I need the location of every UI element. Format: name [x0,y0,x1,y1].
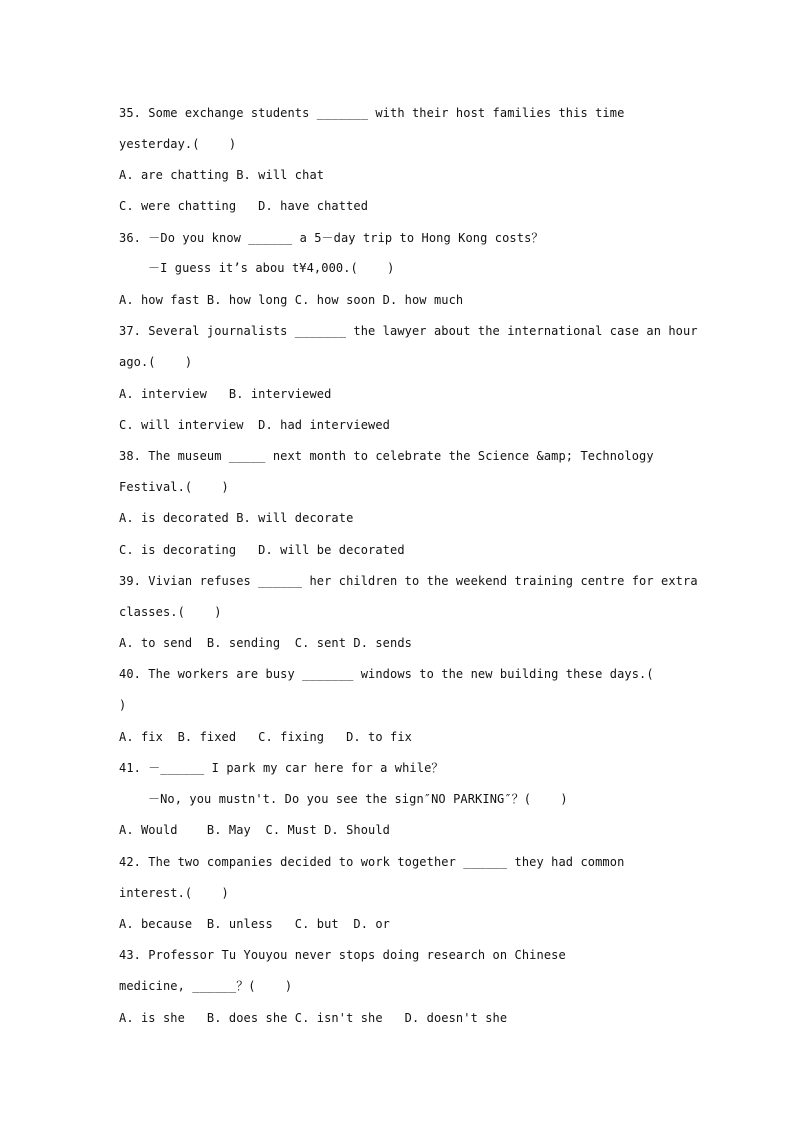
question-35-stem-cont: yesterday.( ) [119,137,237,151]
question-40-options: A. fix B. fixed C. fixing D. to fix [119,730,412,744]
question-38-options-ab: A. is decorated B. will decorate [119,511,354,525]
question-42-options: A. because B. unless C. but D. or [119,917,391,931]
question-42-stem: 42. The two companies decided to work together ______ they had common [119,855,625,869]
question-37-options-ab: A. interview B. interviewed [119,387,332,401]
question-39-stem: 39. Vivian refuses ______ her children to the weekend training centre for extra [119,574,698,588]
question-41-reply: －No, you mustn't. Do you see the sign″NO PARKING″？( ) [148,792,568,806]
question-38-stem: 38. The museum _____ next month to celebrate the Science &amp; Technology [119,449,654,463]
question-35-options-cd: C. were chatting D. have chatted [119,199,369,213]
question-43-stem: 43. Professor Tu Youyou never stops doing research on Chinese [119,948,566,962]
question-35-stem: 35. Some exchange students _______ with their host families this time [119,106,625,120]
question-37-options-cd: C. will interview D. had interviewed [119,418,391,432]
question-42-stem-cont: interest.( ) [119,886,229,900]
question-39-stem-cont: classes.( ) [119,605,222,619]
question-36-stem: 36. －Do you know ______ a 5－day trip to Hong Kong costs？ [119,231,544,245]
question-36-options: A. how fast B. how long C. how soon D. how much [119,293,464,307]
question-38-options-cd: C. is decorating D. will be decorated [119,543,405,557]
question-43-stem-cont: medicine, ______？( ) [119,979,293,993]
question-40-stem-cont: ) [119,698,127,712]
question-36-reply: －I guess it’s abou t¥4,000.( ) [148,261,395,275]
question-38-stem-cont: Festival.( ) [119,480,229,494]
question-40-stem: 40. The workers are busy _______ windows to the new building these days.( [119,667,654,681]
question-39-options: A. to send B. sending C. sent D. sends [119,636,412,650]
question-35-options-ab: A. are chatting B. will chat [119,168,325,182]
question-41-options: A. Would B. May C. Must D. Should [119,823,391,837]
question-37-stem: 37. Several journalists _______ the lawyer about the international case an hour [119,324,698,338]
question-41-stem: 41. －______ I park my car here for a while？ [119,761,444,775]
question-43-options: A. is she B. does she C. isn't she D. doesn't she [119,1011,508,1025]
question-37-stem-cont: ago.( ) [119,355,193,369]
